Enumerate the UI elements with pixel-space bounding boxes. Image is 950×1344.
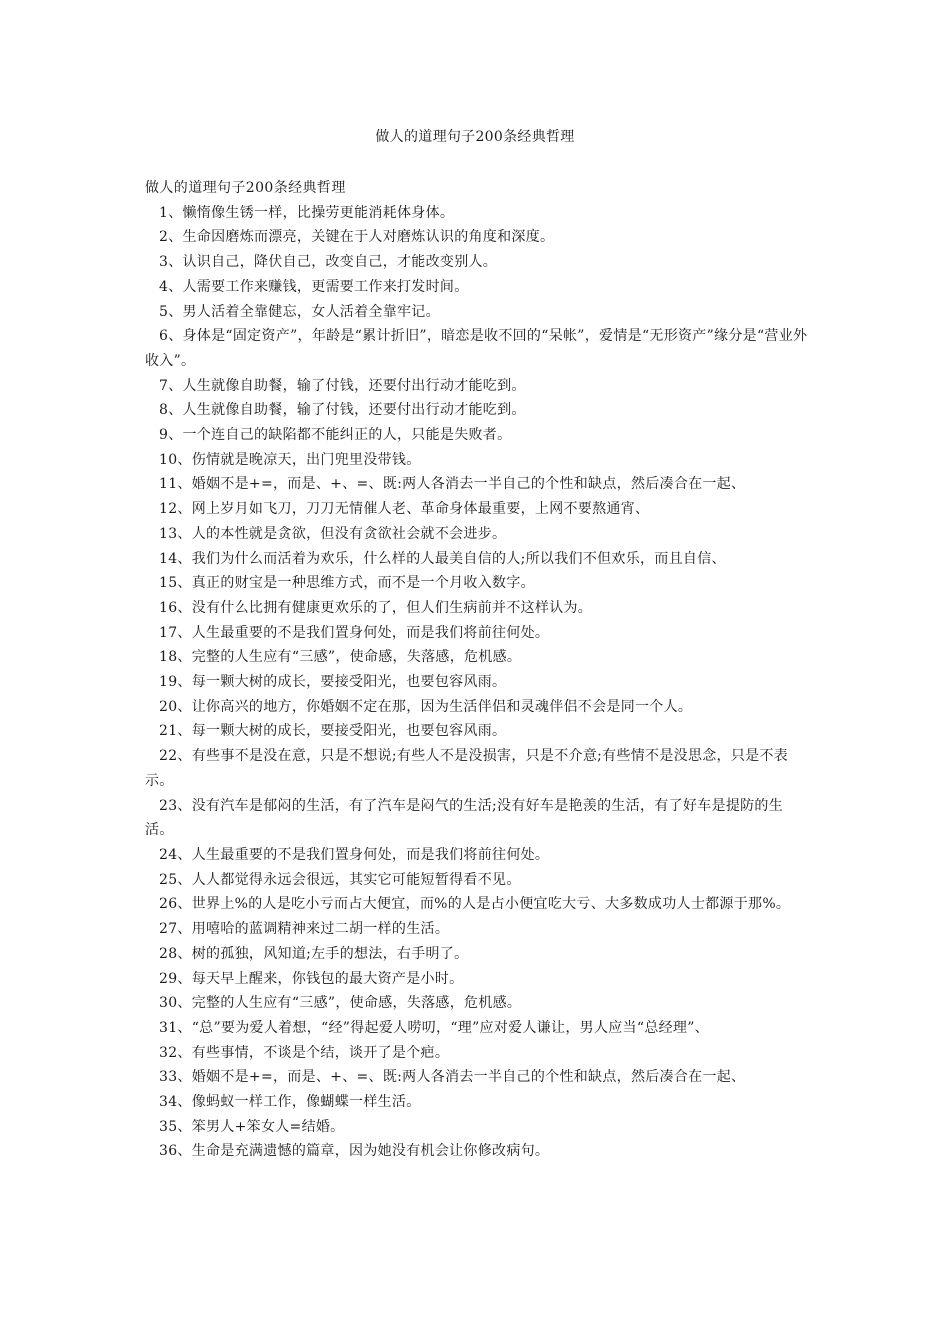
quote-item: 10、伤情就是晚凉天，出门兜里没带钱。 [159,451,421,468]
quote-item: 21、每一颗大树的成长，要接受阳光，也要包容风雨。 [159,723,507,740]
quote-item: 15、真正的财宝是一种思维方式，而不是一个月收入数字。 [159,575,535,592]
quote-item: 12、网上岁月如飞刀，刀刀无情催人老、革命身体最重要，上网不要熬通宵、 [159,501,650,518]
quote-item: 29、每天早上醒来，你钱包的最大资产是小时。 [159,970,464,987]
quote-item: 32、有些事情，不谈是个结，谈开了是个疤。 [159,1044,450,1061]
quote-item: 6、身体是“固定资产”，年龄是“累计折旧”，暗恋是收不回的“呆帐”，爱情是“无形资产”缘分是“营业外收入”。 [145,328,808,369]
quote-item: 5、男人活着全靠健忘，女人活着全靠牢记。 [159,303,440,320]
quote-item: 4、人需要工作来赚钱，更需要工作来打发时间。 [159,278,469,295]
quote-item: 18、完整的人生应有“三感”，使命感，失落感，危机感。 [159,649,522,666]
quote-item: 11、婚姻不是+=，而是、+、=、既:两人各消去一半自己的个性和缺点，然后凑合在一起、 [159,476,746,493]
quote-item: 16、没有什么比拥有健康更欢乐的了，但人们生病前并不这样认为。 [159,599,593,616]
quote-item: 22、有些事不是没在意，只是不想说;有些人不是没损害，只是不介意;有些情不是没思念，只是不表示。 [145,748,789,789]
document-subtitle: 做人的道理句子200条经典哲理 [145,180,346,196]
quote-item: 13、人的本性就是贪欲，但没有贪欲社会就不会进步。 [159,525,507,542]
quote-item: 35、笨男人+笨女人=结婚。 [159,1118,345,1135]
quote-item: 34、像蚂蚁一样工作，像蝴蝶一样生活。 [159,1094,421,1111]
quote-item: 8、人生就像自助餐，输了付钱，还要付出行动才能吃到。 [159,402,526,419]
quote-item: 27、用嘻哈的蓝调精神来过二胡一样的生活。 [159,921,450,938]
quote-item: 26、世界上%的人是吃小亏而占大便宜，而%的人是占小便宜吃大亏、大多数成功人士都源于那%。 [159,896,791,913]
quote-item: 14、我们为什么而活着为欢乐，什么样的人最美自信的人;所以我们不但欢乐，而且自信、 [159,550,726,567]
quote-item: 25、人人都觉得永远会很远，其实它可能短暂得看不见。 [159,871,521,888]
quote-item: 28、树的孤独，风知道;左手的想法，右手明了。 [159,945,469,962]
quote-item: 23、没有汽车是郁闷的生活，有了汽车是闷气的生活;没有好车是艳羡的生活，有了好车是提防的生活。 [145,797,784,839]
quote-item: 19、每一颗大树的成长，要接受阳光，也要包容风雨。 [159,674,507,691]
quote-item: 33、婚姻不是+=，而是、+、=、既:两人各消去一半自己的个性和缺点，然后凑合在一起、 [159,1069,746,1086]
document-title: 做人的道理句子200条经典哲理 [375,129,575,145]
quote-item: 17、人生最重要的不是我们置身何处，而是我们将前往何处。 [159,624,550,641]
quote-item: 2、生命因磨炼而漂亮，关键在于人对磨炼认识的角度和深度。 [159,229,555,246]
quote-item: 9、一个连自己的缺陷都不能纠正的人，只能是失败者。 [159,427,512,444]
quote-item: 24、人生最重要的不是我们置身何处，而是我们将前往何处。 [159,846,550,863]
quote-item: 7、人生就像自助餐，输了付钱，还要付出行动才能吃到。 [159,377,526,394]
quote-list [145,201,810,1164]
quote-item: 20、让你高兴的地方，你婚姻不定在那，因为生活伴侣和灵魂伴侣不会是同一个人。 [159,698,693,715]
quote-item: 36、生命是充满遗憾的篇章，因为她没有机会让你修改病句。 [159,1143,550,1160]
document-body [145,176,810,1164]
quote-item: 30、完整的人生应有“三感”，使命感，失落感，危机感。 [159,995,522,1012]
quote-item: 31、“总”要为爱人着想，“经”得起爱人唠叨，“理”应对爱人谦让，男人应当“总经理”、 [159,1019,709,1036]
quote-item: 1、懒惰像生锈一样，比操劳更能消耗体身体。 [159,204,455,221]
quote-item: 3、认识自己，降伏自己，改变自己，才能改变别人。 [159,254,498,271]
